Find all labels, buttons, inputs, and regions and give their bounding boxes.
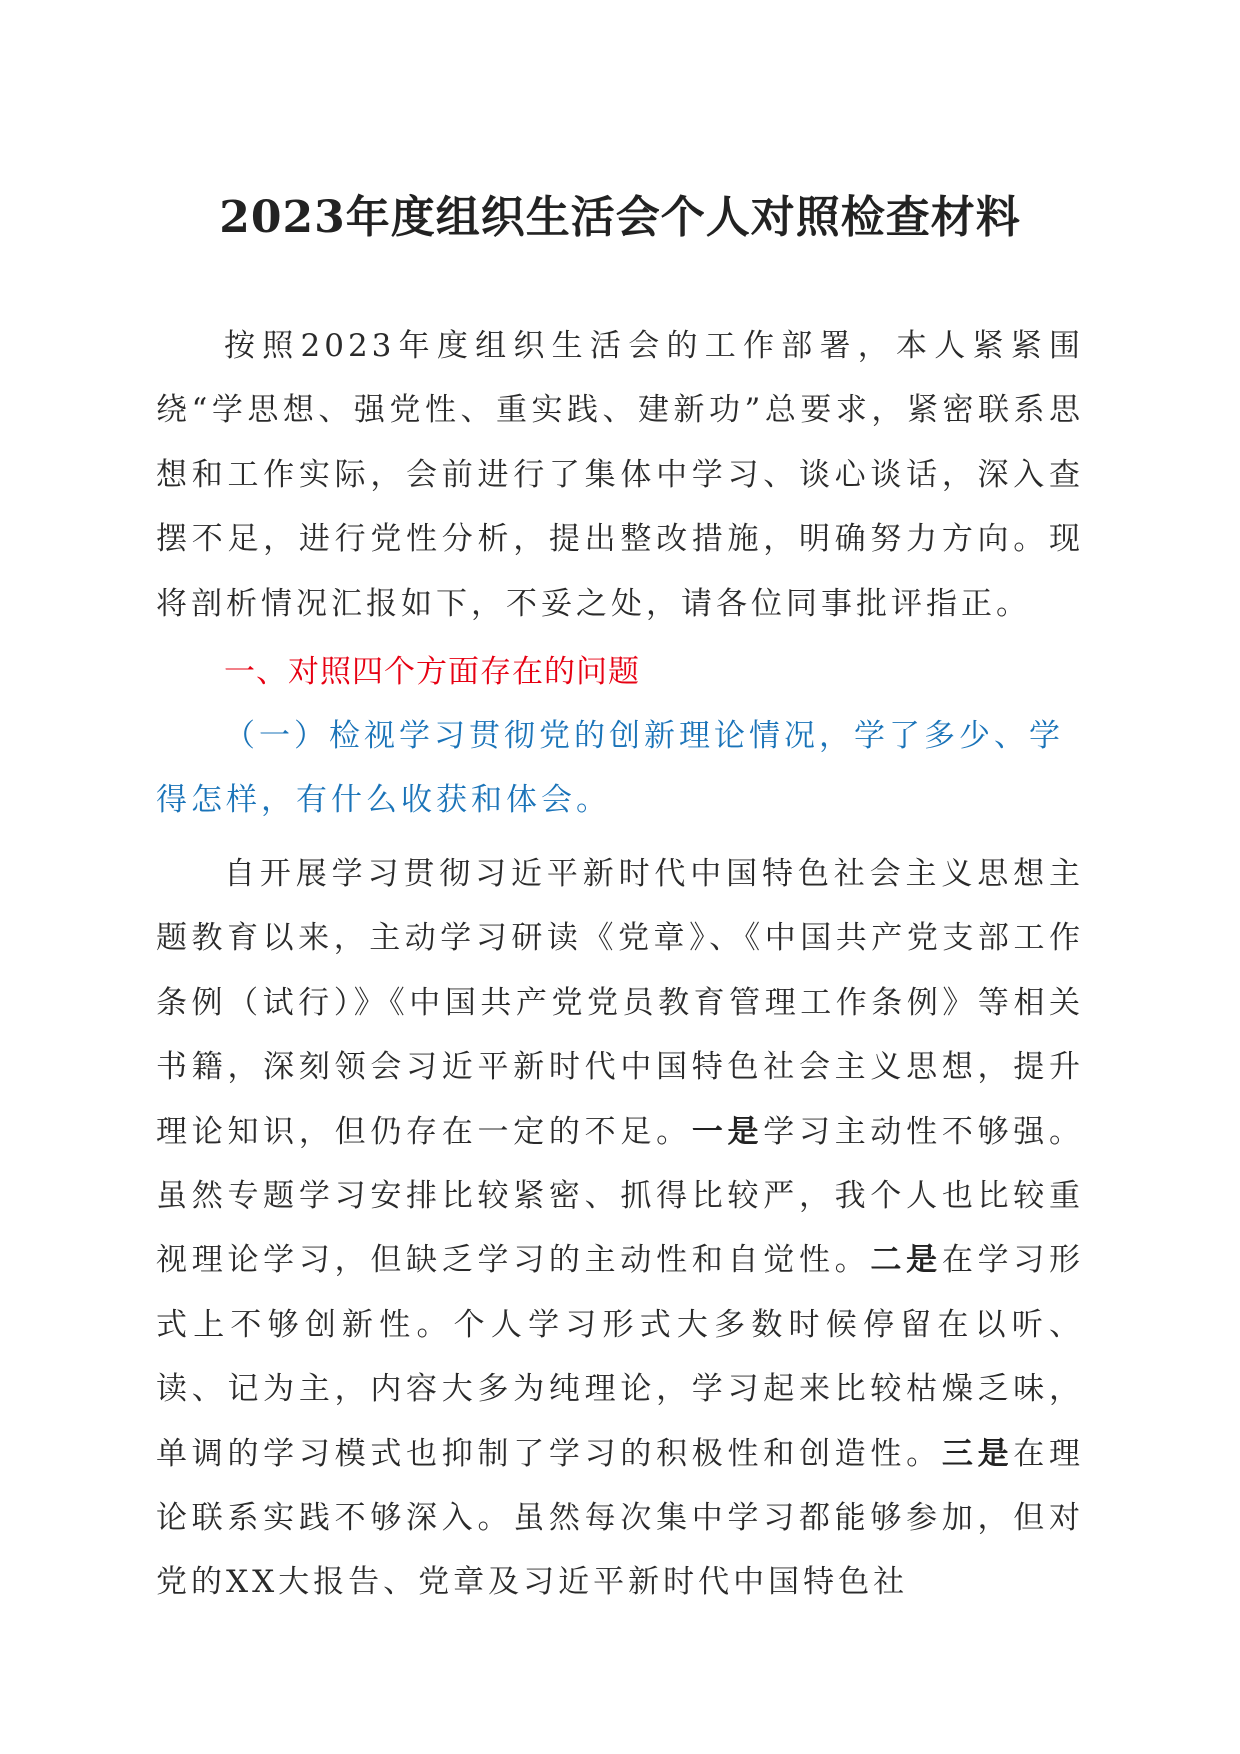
point-marker-third: 三是 [941, 1435, 1014, 1472]
intro-paragraph: 按照2023年度组织生活会的工作部署，本人紧紧围绕“学思想、强党性、重实践、建新功”总要求，紧密联系思想和工作实际，会前进行了集体中学习、谈心谈话，深入查摆不足，进行党性分析，提出整改措施，明确努力方向。现将剖析情况汇报如下，不妥之处，请各位同事批评指正。 [156, 328, 1084, 622]
paragraph-text: 自开展学习贯彻习近平新时代中国特色社会主义思想主题教育以来，主动学习研读《党章》、《中国共产党支部工作条例（试行）》《中国共产党党员教育管理工作条例》等相关书籍，深刻领会习近平新时代中国特色社会主义思想，提升理论知识，但仍存在一定的不足。 [156, 856, 1084, 1150]
paragraph-text: 在理论联系实践不够深入。虽然每次集中学习都能够参加，但对党的XX大报告、党章及习近平新时代中国特色社 [156, 1435, 1085, 1601]
point-marker-first: 一是 [691, 1113, 764, 1150]
document-title: 2023年度组织生活会个人对照检查材料 [219, 192, 1021, 243]
section-heading: 一、对照四个方面存在的问题 [224, 654, 640, 690]
paragraph-text: 学习主动性不够强。虽然专题学习安排比较紧密、抓得比较严，我个人也比较重视理论学习，但缺乏学习的主动性和自觉性。 [156, 1113, 1085, 1279]
subsection-heading: （一）检视学习贯彻党的创新理论情况，学了多少、学得怎样，有什么收获和体会。 [156, 718, 1064, 819]
point-marker-second: 二是 [870, 1242, 942, 1279]
paragraph-text: 在学习形式上不够创新性。个人学习形式大多数时候停留在以听、读、记为主，内容大多为纯理论，学习起来比较枯燥乏味，单调的学习模式也抑制了学习的积极性和创造性。 [156, 1242, 1085, 1472]
body-paragraph [156, 842, 1084, 1615]
